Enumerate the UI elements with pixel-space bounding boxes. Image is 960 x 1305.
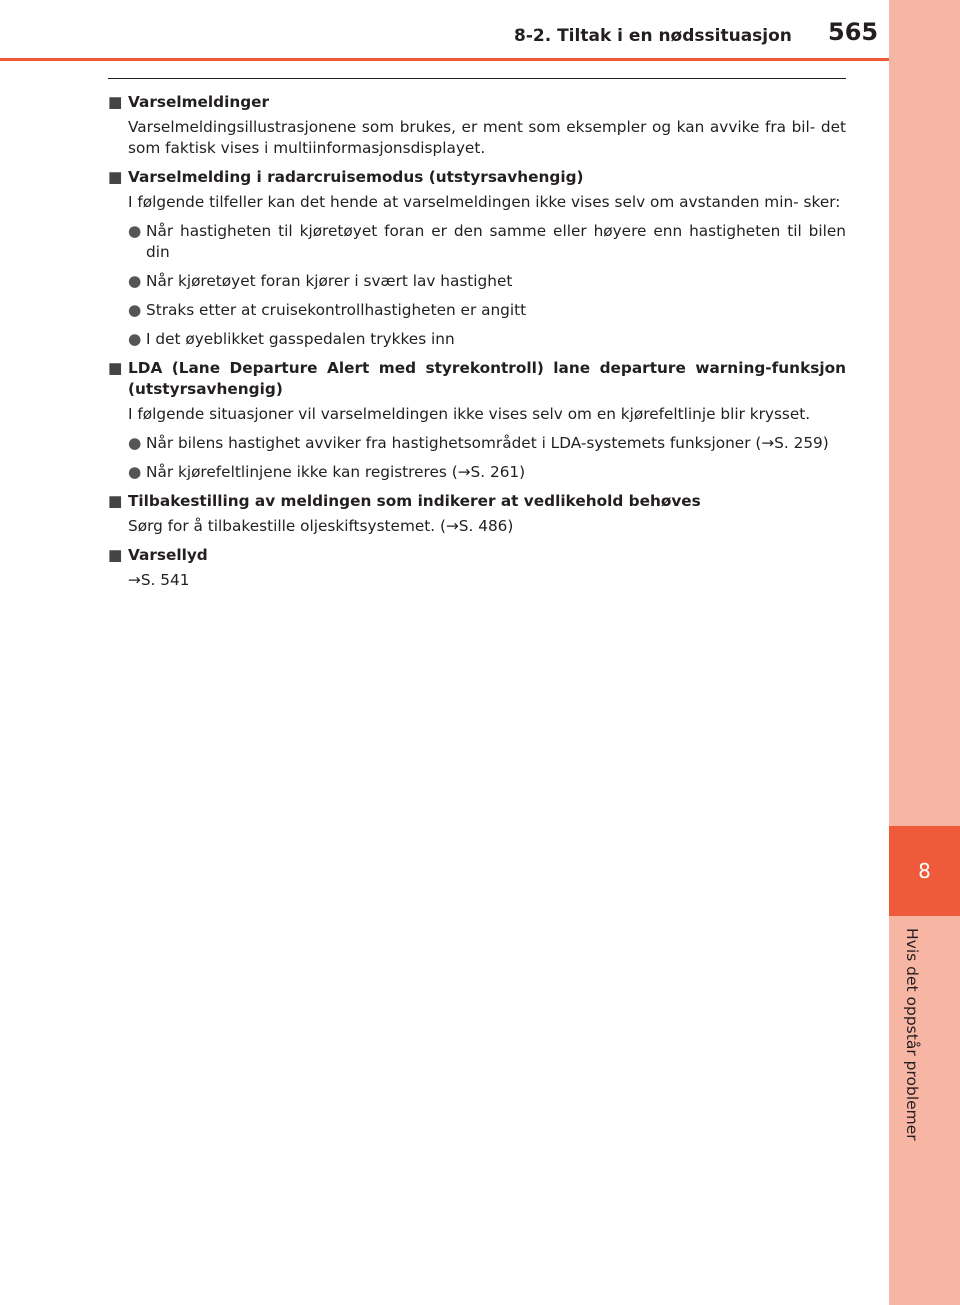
page-number: 565 bbox=[828, 18, 879, 46]
list-item bbox=[128, 271, 846, 292]
section-lda bbox=[108, 358, 846, 483]
square-marker-icon: ■ bbox=[108, 546, 123, 564]
section-heading bbox=[108, 491, 846, 512]
paragraph: Varselmeldingsillustrasjonene som brukes, er ment som eksempler og kan avvike fra bil- det som faktisk vises i multiinformasjonsdisplayet. bbox=[128, 118, 846, 157]
square-marker-icon: ■ bbox=[108, 359, 123, 377]
section-maintenance-reset bbox=[108, 491, 846, 537]
section-heading bbox=[108, 92, 846, 113]
section-heading bbox=[108, 358, 846, 400]
heading-text: LDA (Lane Departure Alert med styrekontroll) lane departure warning-funksjon (utstyrsavhengig) bbox=[128, 359, 846, 398]
section-buzzer bbox=[108, 545, 846, 591]
bullet-dot-icon: ● bbox=[128, 463, 142, 481]
bullet-dot-icon: ● bbox=[128, 222, 142, 240]
heading-text: Varselmeldinger bbox=[128, 93, 270, 111]
section-title: 8-2. Tiltak i en nødssituasjon bbox=[514, 26, 792, 46]
list-item-text: Når kjøretøyet foran kjører i svært lav hastighet bbox=[146, 272, 513, 290]
page-content bbox=[108, 92, 846, 599]
square-marker-icon: ■ bbox=[108, 492, 123, 510]
list-item bbox=[128, 462, 846, 483]
list-item-text: Når bilens hastighet avviker fra hastighetsområdet i LDA-systemets funksjoner (→S. 259) bbox=[146, 434, 829, 452]
list-item-text: Straks etter at cruisekontrollhastigheten er angitt bbox=[146, 301, 527, 319]
heading-text: Varselmelding i radarcruisemodus (utstyrsavhengig) bbox=[128, 168, 584, 186]
list-item-text: Når kjørefeltlinjene ikke kan registreres (→S. 261) bbox=[146, 463, 526, 481]
section-radar-cruise bbox=[108, 167, 846, 350]
list-item bbox=[128, 300, 846, 321]
list-item-text: I det øyeblikket gasspedalen trykkes inn bbox=[146, 330, 455, 348]
list-item bbox=[128, 329, 846, 350]
page-reference-link[interactable]: →S. 541 bbox=[128, 571, 190, 589]
header-rule bbox=[0, 58, 889, 61]
heading-text: Varsellyd bbox=[128, 546, 208, 564]
chapter-number: 8 bbox=[918, 859, 931, 883]
chapter-title: Hvis det oppstår problemer bbox=[903, 928, 921, 1141]
list-item-text: Når hastigheten til kjøretøyet foran er den samme eller høyere enn hastigheten til bilen din bbox=[146, 222, 846, 261]
content-rule bbox=[108, 78, 846, 79]
section-heading bbox=[108, 167, 846, 188]
paragraph: I følgende situasjoner vil varselmeldingen ikke vises selv om en kjørefeltlinje blir krysset. bbox=[128, 405, 811, 423]
bullet-dot-icon: ● bbox=[128, 272, 142, 290]
square-marker-icon: ■ bbox=[108, 93, 123, 111]
list-item bbox=[128, 433, 846, 454]
list-item bbox=[128, 221, 846, 263]
bullet-dot-icon: ● bbox=[128, 330, 142, 348]
chapter-number-tab bbox=[889, 826, 960, 916]
square-marker-icon: ■ bbox=[108, 168, 123, 186]
heading-text: Tilbakestilling av meldingen som indikerer at vedlikehold behøves bbox=[128, 492, 701, 510]
paragraph: Sørg for å tilbakestille oljeskiftsystemet. (→S. 486) bbox=[128, 517, 514, 535]
bullet-dot-icon: ● bbox=[128, 301, 142, 319]
section-warning-messages bbox=[108, 92, 846, 159]
paragraph: I følgende tilfeller kan det hende at varselmeldingen ikke vises selv om avstanden min- sker: bbox=[128, 193, 841, 211]
bullet-dot-icon: ● bbox=[128, 434, 142, 452]
section-heading bbox=[108, 545, 846, 566]
